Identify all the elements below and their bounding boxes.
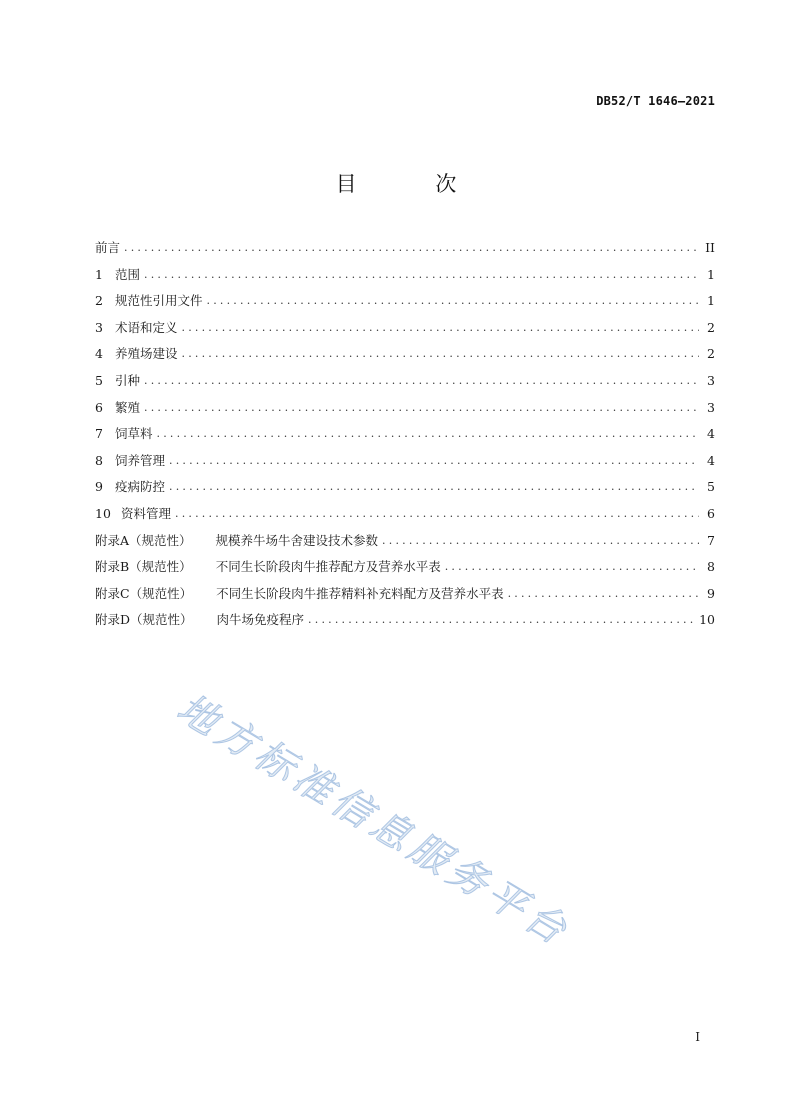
toc-entry-label — [95, 451, 165, 469]
toc-entry-number: 3 — [95, 319, 103, 335]
toc-annex-designation: 附录B（规范性） — [95, 559, 192, 575]
toc-entry-title: 规模养牛场牛舍建设技术参数 — [215, 532, 379, 548]
toc-entry-3[interactable] — [95, 318, 715, 345]
toc-entry-page: 9 — [707, 585, 715, 601]
toc-entry-label — [95, 318, 178, 336]
toc-entry-annex-a[interactable] — [95, 531, 715, 558]
toc-entry-number: 1 — [95, 266, 103, 282]
toc-entry-page: II — [705, 240, 715, 255]
toc-entry-label — [95, 557, 441, 575]
toc-entry-title: 术语和定义 — [115, 319, 178, 335]
toc-entry-7[interactable] — [95, 424, 715, 451]
toc-entry-label — [95, 398, 140, 416]
toc-annex-designation: 附录C（规范性） — [95, 585, 193, 601]
toc-entry-label — [95, 477, 165, 495]
toc-entry-number: 5 — [95, 372, 103, 388]
toc-entry-title: 饲草料 — [115, 426, 153, 442]
toc-entry-8[interactable] — [95, 451, 715, 478]
toc-leader-dots — [382, 534, 699, 547]
toc-entry-title: 前言 — [95, 240, 121, 255]
toc-entry-9[interactable] — [95, 477, 715, 504]
toc-leader-dots — [182, 347, 699, 360]
toc-entry-page: 2 — [707, 319, 715, 335]
toc-entry-number: 6 — [95, 399, 103, 415]
toc-leader-dots — [175, 507, 699, 520]
toc-entry-label — [95, 371, 140, 389]
toc-entry-2[interactable] — [95, 291, 715, 318]
toc-entry-label — [95, 291, 203, 309]
toc-leader-dots — [445, 560, 699, 573]
toc-entry-label — [95, 424, 153, 442]
toc-entry-title: 肉牛场免疫程序 — [216, 612, 305, 628]
toc-entry-foreword[interactable] — [95, 238, 715, 265]
toc-leader-dots — [182, 321, 699, 334]
toc-entry-annex-d[interactable] — [95, 610, 715, 637]
table-of-contents — [95, 238, 715, 637]
toc-entry-label — [95, 238, 120, 256]
toc-entry-page: 1 — [707, 293, 715, 309]
toc-leader-dots — [508, 587, 699, 600]
toc-entry-number: 2 — [95, 293, 103, 309]
toc-entry-page: 3 — [707, 399, 715, 415]
toc-entry-title: 不同生长阶段肉牛推荐精料补充料配方及营养水平表 — [216, 585, 504, 601]
watermark: 地方标准信息服务平台 — [169, 685, 579, 957]
toc-entry-title: 资料管理 — [121, 505, 172, 521]
toc-leader-dots — [124, 241, 699, 254]
page-title: 目 次 — [335, 172, 493, 196]
toc-entry-annex-b[interactable] — [95, 557, 715, 584]
toc-entry-number: 8 — [95, 452, 103, 468]
toc-entry-label — [95, 584, 504, 602]
toc-leader-dots — [207, 294, 699, 307]
toc-entry-title: 养殖场建设 — [115, 346, 178, 362]
toc-entry-page: 5 — [707, 479, 715, 495]
page-number: I — [695, 1030, 700, 1044]
toc-entry-page: 4 — [707, 426, 715, 442]
toc-entry-page: 1 — [707, 266, 715, 282]
toc-leader-dots — [169, 480, 699, 493]
toc-entry-title: 规范性引用文件 — [115, 293, 203, 309]
toc-entry-title: 范围 — [115, 266, 141, 282]
toc-entry-5[interactable] — [95, 371, 715, 398]
toc-leader-dots — [144, 268, 699, 281]
toc-entry-title: 疫病防控 — [115, 479, 166, 495]
toc-entry-label — [95, 344, 178, 362]
toc-entry-number: 4 — [95, 346, 103, 362]
toc-annex-designation: 附录D（规范性） — [95, 612, 193, 628]
toc-entry-title: 饲养管理 — [115, 452, 166, 468]
toc-entry-page: 10 — [699, 612, 715, 628]
toc-entry-annex-c[interactable] — [95, 584, 715, 611]
toc-entry-title: 不同生长阶段肉牛推荐配方及营养水平表 — [215, 559, 441, 575]
toc-entry-4[interactable] — [95, 344, 715, 371]
toc-entry-1[interactable] — [95, 265, 715, 292]
document-code: DB52/T 1646—2021 — [596, 94, 715, 108]
toc-entry-number: 10 — [95, 505, 111, 521]
toc-annex-designation: 附录A（规范性） — [95, 532, 192, 548]
toc-entry-page: 3 — [707, 372, 715, 388]
toc-entry-number: 9 — [95, 479, 103, 495]
toc-leader-dots — [169, 454, 699, 467]
toc-leader-dots — [144, 374, 699, 387]
toc-entry-label — [95, 504, 171, 522]
toc-entry-label — [95, 265, 140, 283]
toc-leader-dots — [308, 613, 693, 626]
toc-leader-dots — [144, 401, 699, 414]
toc-entry-6[interactable] — [95, 398, 715, 425]
toc-entry-label — [95, 531, 378, 549]
toc-leader-dots — [157, 427, 699, 440]
toc-entry-number: 7 — [95, 426, 103, 442]
toc-entry-10[interactable] — [95, 504, 715, 531]
toc-entry-page: 7 — [707, 532, 715, 548]
toc-entry-page: 4 — [707, 452, 715, 468]
toc-entry-page: 8 — [707, 559, 715, 575]
toc-entry-page: 6 — [707, 505, 715, 521]
toc-entry-title: 引种 — [115, 372, 141, 388]
toc-entry-page: 2 — [707, 346, 715, 362]
toc-entry-label — [95, 610, 304, 628]
toc-entry-title: 繁殖 — [115, 399, 141, 415]
